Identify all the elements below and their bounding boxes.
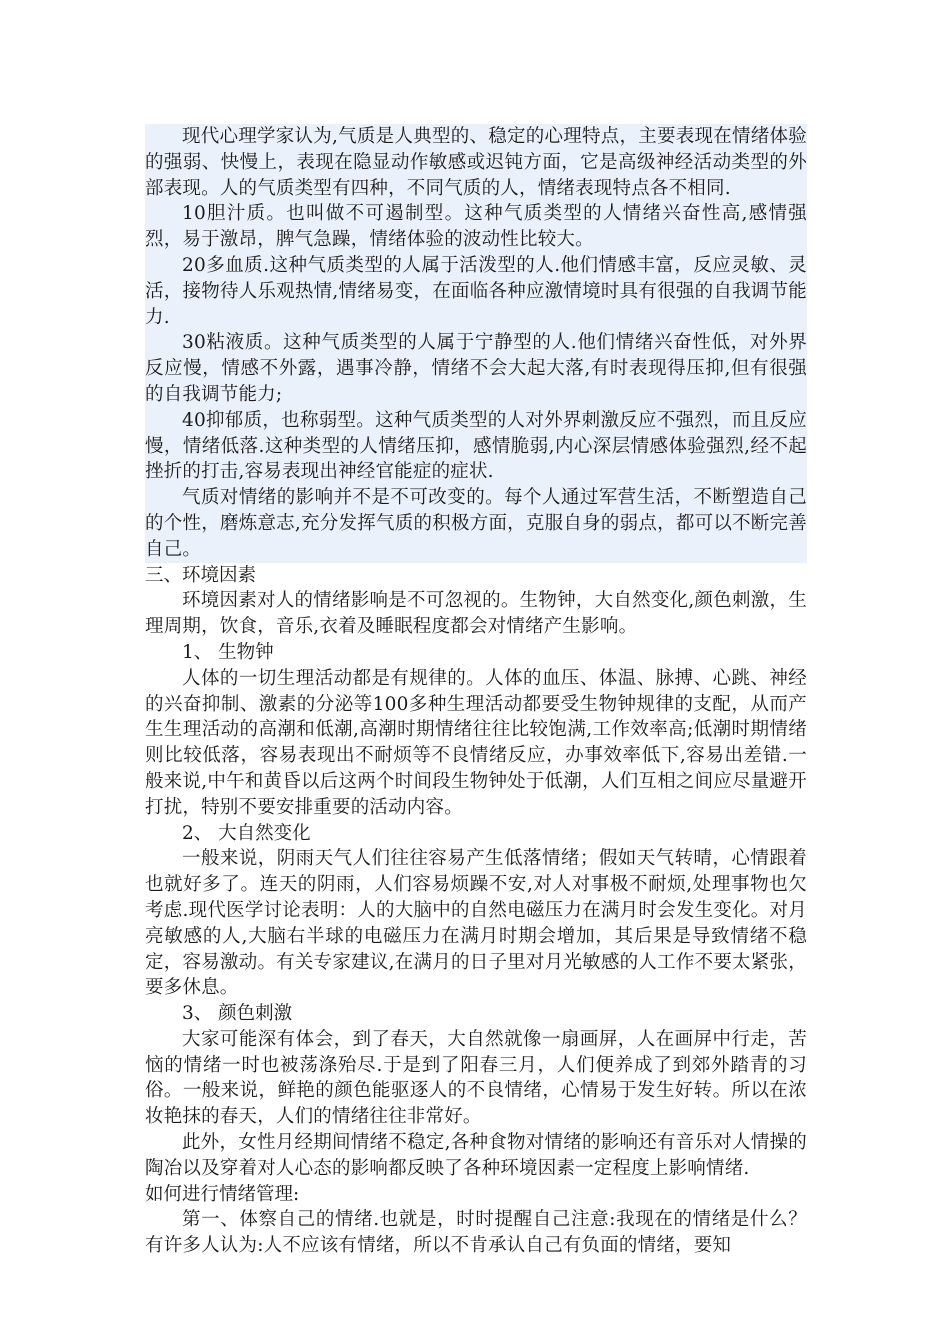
document-page <box>145 124 807 1259</box>
temperament-summary-paragraph: 气质对情绪的影响并不是不可改变的。每个人通过军营生活，不断塑造自己的个性，磨炼意志,充分发挥气质的积极方面，克服自身的弱点，都可以不断完善自己。 <box>145 487 807 560</box>
melancholic-paragraph: 40抑郁质，也称弱型。这种气质类型的人对外界刺激反应不强烈，而且反应慢，情绪低落.这种类型的人情绪压抑，感情脆弱,内心深层情感体验强烈,经不起挫折的打击,容易表现出神经官能症的症状. <box>145 409 807 483</box>
section-heading-management: 如何进行情绪管理: <box>145 1183 300 1205</box>
temperament-intro-paragraph: 现代心理学家认为,气质是人典型的、稳定的心理特点，主要表现在情绪体验的强弱、快慢上，表现在隐显动作敏感或迟钝方面，它是高级神经活动类型的外部表现。人的气质类型有四种，不同气质的人，情绪表现特点各不相同. <box>145 126 807 199</box>
section-heading-environment: 三、环境因素 <box>145 564 257 586</box>
subheading-color-stimulus: 3、 颜色刺激 <box>182 1003 293 1025</box>
management-paragraph: 第一、体察自己的情绪.也就是，时时提醒自己注意:我现在的情绪是什么？有许多人认为:人不应该有情绪，所以不肯承认自己有负面的情绪，要知 <box>145 1209 807 1257</box>
highlighted-block <box>145 124 807 563</box>
environment-intro-paragraph: 环境因素对人的情绪影响是不可忽视的。生物钟，大自然变化,颜色刺激，生理周期，饮食，音乐,衣着及睡眠程度都会对情绪产生影响。 <box>145 590 807 638</box>
subheading-biological-clock: 1、 生物钟 <box>182 641 274 663</box>
nature-change-paragraph: 一般来说，阴雨天气人们往往容易产生低落情绪；假如天气转晴，心情跟着也就好多了。连天的阴雨，人们容易烦躁不安,对人对事极不耐烦,处理事物也欠考虑.现代医学讨论表明：人的大脑中的自然电磁压力在满月时会发生变化。对月亮敏感的人,大脑右半球的电磁压力在满月时期会增加，其后果是导致情绪不稳定，容易激动。有关专家建议,在满月的日子里对月光敏感的人工作不要太紧张，要多休息。 <box>145 848 807 999</box>
sanguine-paragraph: 20多血质.这种气质类型的人属于活泼型的人.他们情感丰富，反应灵敏、灵活，接物待人乐观热情,情绪易变，在面临各种应激情境时具有很强的自我调节能力. <box>145 254 807 328</box>
choleric-paragraph: 10胆汁质。也叫做不可遏制型。这种气质类型的人情绪兴奋性高,感情强烈，易于激昂，脾气急躁，情绪体验的波动性比较大。 <box>145 203 807 251</box>
subheading-nature-change: 2、 大自然变化 <box>182 822 311 844</box>
biological-clock-paragraph: 人体的一切生理活动都是有规律的。人体的血压、体温、脉搏、心跳、神经的兴奋抑制、激素的分泌等100多种生理活动都要受生物钟规律的支配，从而产生生理活动的高潮和低潮,高潮时期情绪往往比较饱满,工作效率高;低潮时期情绪则比较低落，容易表现出不耐烦等不良情绪反应，办事效率低下,容易出差错.一般来说,中午和黄昏以后这两个时间段生物钟处于低潮，人们互相之间应尽量避开打扰，特别不要安排重要的活动内容。 <box>145 667 807 818</box>
closing-paragraph: 此外，女性月经期间情绪不稳定,各种食物对情绪的影响还有音乐对人情操的陶冶以及穿着对人心态的影响都反映了各种环境因素一定程度上影响情绪. <box>145 1132 807 1179</box>
phlegmatic-paragraph: 30粘液质。这种气质类型的人属于宁静型的人.他们情绪兴奋性低，对外界反应慢，情感不外露，遇事冷静，情绪不会大起大落,有时表现得压抑,但有很强的自我调节能力; <box>145 332 807 405</box>
color-stimulus-paragraph: 大家可能深有体会，到了春天，大自然就像一扇画屏，人在画屏中行走，苦恼的情绪一时也被荡涤殆尽.于是到了阳春三月，人们便养成了到郊外踏青的习俗。一般来说，鲜艳的颜色能驱逐人的不良情绪，心情易于发生好转。所以在浓妆艳抹的春天，人们的情绪往往非常好。 <box>145 1028 807 1128</box>
